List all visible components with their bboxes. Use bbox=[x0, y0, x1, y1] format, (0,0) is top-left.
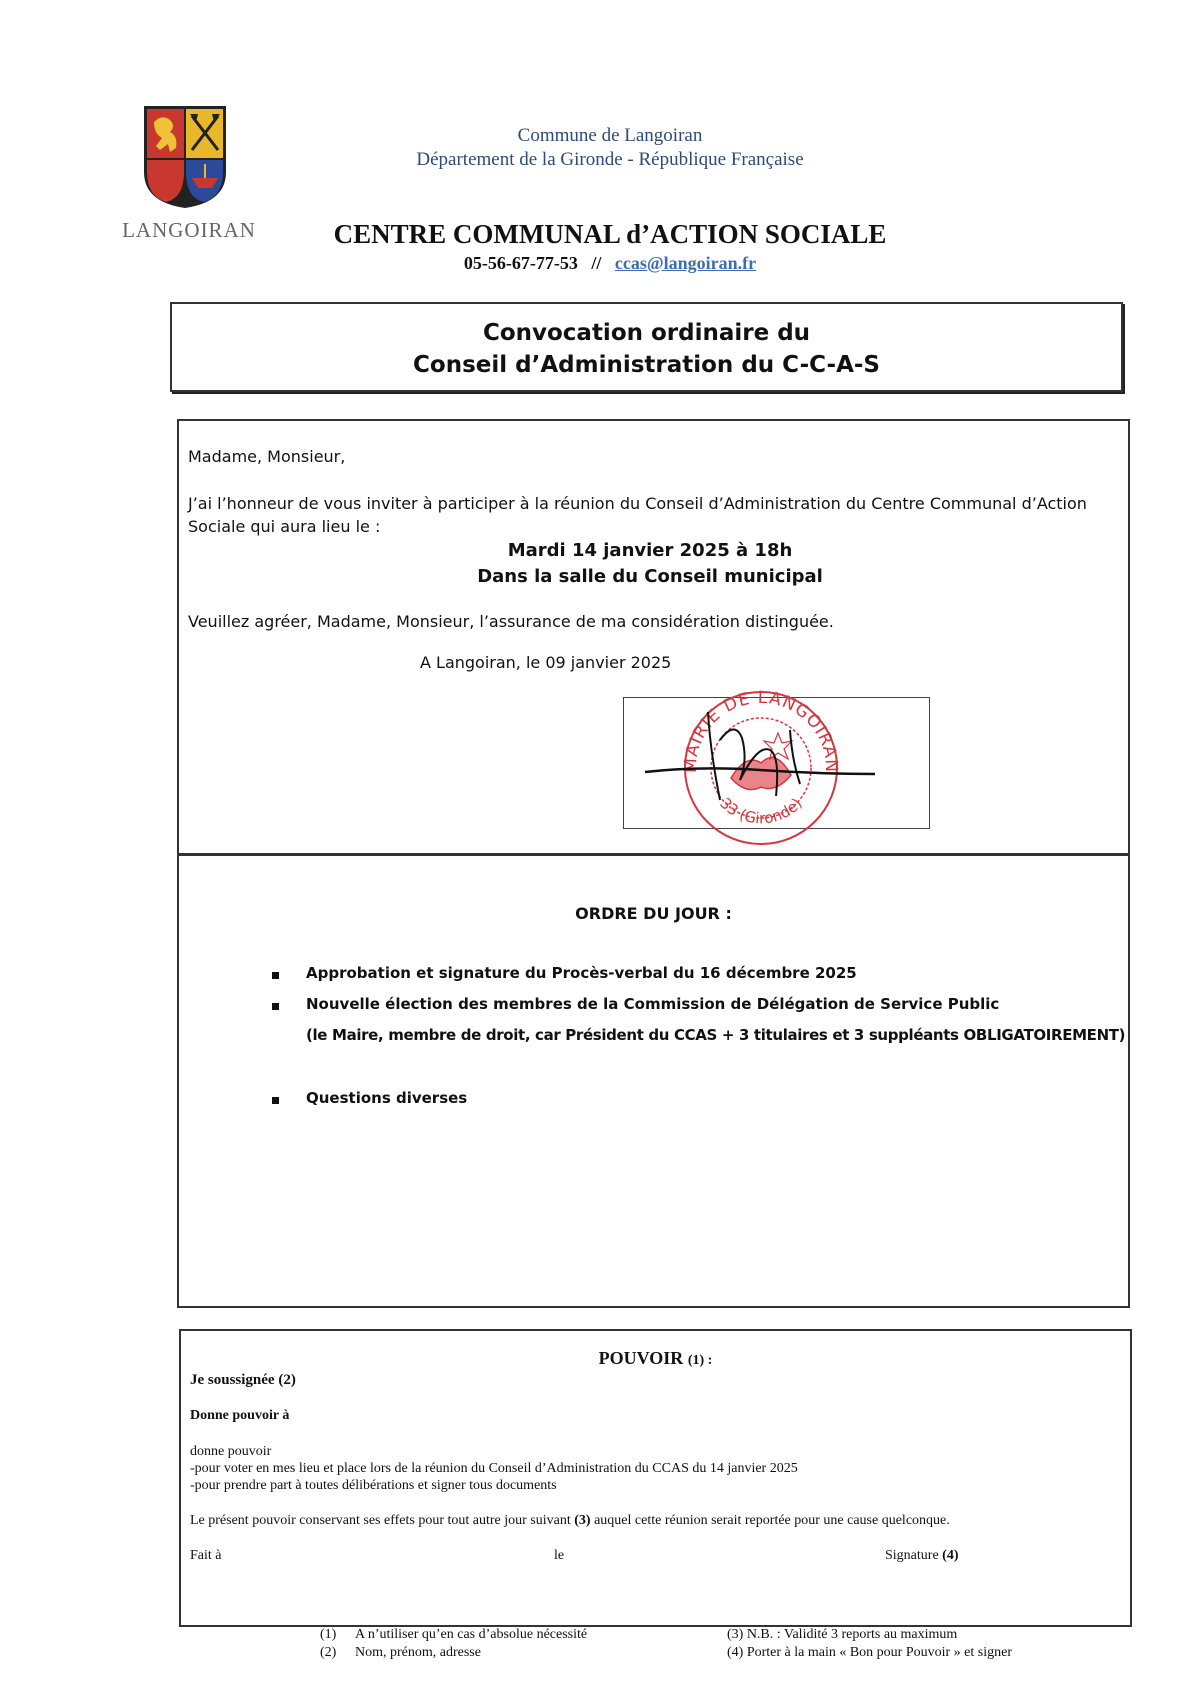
bullet-icon bbox=[272, 972, 279, 979]
town-logo-text: LANGOIRAN bbox=[122, 218, 256, 242]
effets-sentence bbox=[190, 1513, 950, 1529]
agenda-title: ORDRE DU JOUR : bbox=[575, 904, 732, 923]
bullet-icon bbox=[272, 1097, 279, 1104]
soussigne-label bbox=[190, 1372, 296, 1389]
agenda-item-1: Approbation et signature du Procès-verbal du 16 décembre 2025 bbox=[306, 964, 857, 982]
effets-ref: (3) bbox=[574, 1513, 591, 1528]
convocation-title bbox=[172, 317, 1121, 381]
footnote-2-num: (2) bbox=[320, 1645, 337, 1660]
agenda-item-3: Questions diverses bbox=[306, 1089, 468, 1107]
le-label: le bbox=[554, 1548, 565, 1563]
commune-header bbox=[330, 124, 890, 172]
email-link[interactable]: ccas@langoiran.fr bbox=[614, 253, 757, 273]
seal-text-bottom: 33 (Gironde) bbox=[716, 794, 806, 828]
agenda-item-2: Nouvelle élection des membres de la Commission de Délégation de Service Public bbox=[306, 995, 1000, 1013]
centre-title: CENTRE COMMUNAL d’ACTION SOCIALE bbox=[333, 219, 887, 249]
effets-part2: auquel cette réunion serait reportée pour une cause quelconque. bbox=[594, 1513, 950, 1528]
footnote-2-text: Nom, prénom, adresse bbox=[355, 1645, 481, 1660]
footnote-1-text: A n’utiliser qu’en cas d’absolue nécessité bbox=[355, 1627, 588, 1642]
separator: // bbox=[591, 253, 602, 273]
phone-number: 05-56-67-77-53 bbox=[463, 253, 578, 273]
meeting-date: Mardi 14 janvier 2025 à 18h bbox=[507, 540, 793, 561]
pouvoir-body bbox=[190, 1443, 798, 1494]
seal-text-top: MAIRIE DE LANGOIRAN bbox=[680, 687, 842, 774]
pouvoir-title-ref: (1) : bbox=[687, 1353, 713, 1368]
town-coat-of-arms bbox=[140, 102, 230, 210]
donne-pouvoir-text: donne pouvoir bbox=[190, 1444, 272, 1459]
commune-name: Commune de Langoiran bbox=[517, 125, 703, 146]
footnote-1-num: (1) bbox=[320, 1627, 337, 1642]
invitation-text: J’ai l’honneur de vous inviter à participer à la réunion du Conseil d’Administration du Centre Communal d’Action Sociale qui aura lieu le : bbox=[188, 494, 1087, 536]
voter-line: -pour voter en mes lieu et place lors de la réunion du Conseil d’Administration du CCAS du 14 janvier 2025 bbox=[190, 1461, 798, 1476]
pouvoir-title-text: POUVOIR bbox=[598, 1348, 684, 1368]
footnote-3-text: (3) N.B. : Validité 3 reports au maximum bbox=[727, 1627, 958, 1642]
place-and-date: A Langoiran, le 09 janvier 2025 bbox=[420, 653, 672, 672]
closing-formula: Veuillez agréer, Madame, Monsieur, l’assurance de ma considération distinguée. bbox=[188, 612, 834, 631]
departement-line: Département de la Gironde - République Française bbox=[416, 149, 804, 170]
handwritten-signature bbox=[640, 700, 880, 810]
pouvoir-title bbox=[179, 1348, 1132, 1369]
contact-line bbox=[330, 253, 890, 274]
signature-text: Signature bbox=[885, 1548, 939, 1563]
signature-ref: (4) bbox=[942, 1548, 959, 1563]
meeting-place: Dans la salle du Conseil municipal bbox=[477, 566, 823, 587]
fait-a-label: Fait à bbox=[190, 1548, 222, 1563]
convocation-title-line1: Convocation ordinaire du bbox=[482, 320, 811, 346]
signature-label bbox=[885, 1548, 958, 1564]
donne-pouvoir-a-label: Donne pouvoir à bbox=[190, 1408, 290, 1423]
soussigne-ref: (2) bbox=[278, 1372, 296, 1388]
footnote-4-text: (4) Porter à la main « Bon pour Pouvoir » et signer bbox=[727, 1645, 1013, 1660]
soussigne-text: Je soussignée bbox=[190, 1372, 275, 1388]
agenda-item-2-note: (le Maire, membre de droit, car Président du CCAS + 3 titulaires et 3 suppléants OBLIGATOIREMENT) bbox=[306, 1026, 1126, 1044]
bullet-icon bbox=[272, 1003, 279, 1010]
effets-part1: Le présent pouvoir conservant ses effets pour tout autre jour suivant bbox=[190, 1513, 571, 1528]
meeting-details bbox=[300, 538, 1000, 590]
salutation: Madame, Monsieur, bbox=[188, 447, 346, 466]
convocation-title-line2: Conseil d’Administration du C-C-A-S bbox=[413, 352, 880, 378]
convocation-title-box bbox=[170, 302, 1123, 392]
prendre-part-line: -pour prendre part à toutes délibérations et signer tous documents bbox=[190, 1478, 557, 1493]
